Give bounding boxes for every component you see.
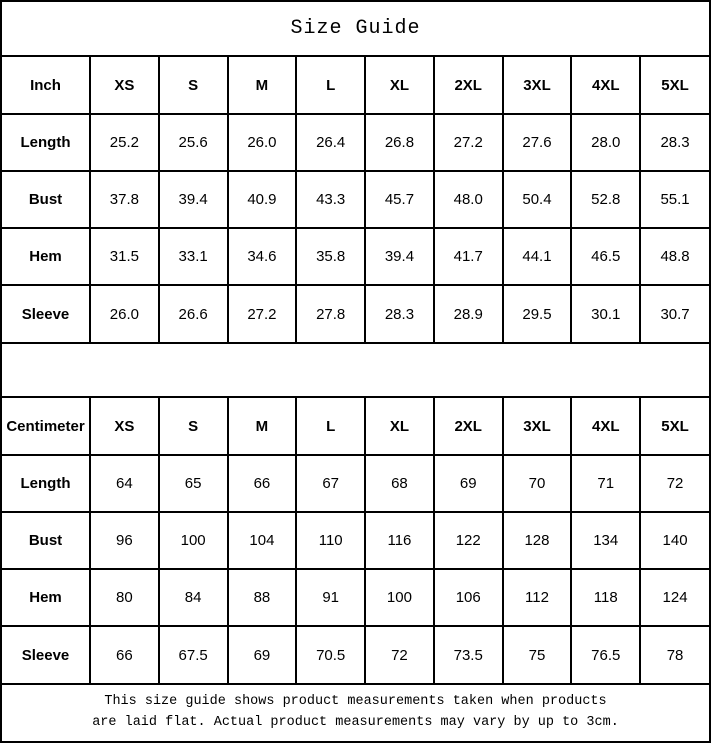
measurement-row — [2, 228, 709, 285]
measurement-row — [2, 171, 709, 228]
measurement-cell: 48.0 — [434, 171, 503, 228]
size-header-cell: 5XL — [640, 57, 709, 114]
measurement-cell: 69 — [434, 455, 503, 512]
measurement-cell: 39.4 — [159, 171, 228, 228]
measurement-cell: 72 — [640, 455, 709, 512]
measurement-cell: 71 — [571, 455, 640, 512]
measurement-cell: 37.8 — [90, 171, 159, 228]
measurement-cell: 104 — [228, 512, 297, 569]
measurement-cell: 27.2 — [434, 114, 503, 171]
measurement-row — [2, 114, 709, 171]
unit-header-cell: Centimeter — [2, 398, 90, 455]
measurement-cell: 48.8 — [640, 228, 709, 285]
size-header-cell: 3XL — [503, 398, 572, 455]
size-header-cell: 4XL — [571, 57, 640, 114]
measurement-cell: 40.9 — [228, 171, 297, 228]
size-header-cell: 2XL — [434, 57, 503, 114]
footer-note — [2, 683, 709, 740]
measurement-cell: 28.9 — [434, 285, 503, 342]
measurement-cell: 31.5 — [90, 228, 159, 285]
measurement-cell: 27.6 — [503, 114, 572, 171]
measurement-cell: 30.1 — [571, 285, 640, 342]
measurement-cell: 91 — [296, 569, 365, 626]
measurement-cell: 100 — [159, 512, 228, 569]
row-label-cell: Length — [2, 114, 90, 171]
measurement-cell: 55.1 — [640, 171, 709, 228]
table-gap — [2, 342, 709, 398]
measurement-cell: 26.4 — [296, 114, 365, 171]
size-header-cell: 3XL — [503, 57, 572, 114]
size-header-cell: 2XL — [434, 398, 503, 455]
row-label-cell: Length — [2, 455, 90, 512]
measurement-row — [2, 455, 709, 512]
size-header-cell: 5XL — [640, 398, 709, 455]
measurement-cell: 33.1 — [159, 228, 228, 285]
footer-note-line-1: This size guide shows product measurements taken when products — [104, 693, 607, 709]
measurement-cell: 110 — [296, 512, 365, 569]
measurement-cell: 140 — [640, 512, 709, 569]
measurement-cell: 69 — [228, 626, 297, 683]
size-header-cell: XL — [365, 398, 434, 455]
measurement-cell: 30.7 — [640, 285, 709, 342]
measurement-cell: 96 — [90, 512, 159, 569]
measurement-cell: 28.3 — [640, 114, 709, 171]
size-header-cell: M — [228, 398, 297, 455]
measurement-cell: 75 — [503, 626, 572, 683]
measurement-cell: 25.2 — [90, 114, 159, 171]
row-label-cell: Sleeve — [2, 626, 90, 683]
measurement-cell: 78 — [640, 626, 709, 683]
measurement-cell: 34.6 — [228, 228, 297, 285]
measurement-cell: 67 — [296, 455, 365, 512]
measurement-cell: 118 — [571, 569, 640, 626]
measurement-cell: 65 — [159, 455, 228, 512]
measurement-cell: 44.1 — [503, 228, 572, 285]
row-label-cell: Hem — [2, 569, 90, 626]
measurement-cell: 80 — [90, 569, 159, 626]
size-header-cell: XL — [365, 57, 434, 114]
measurement-cell: 106 — [434, 569, 503, 626]
measurement-cell: 28.0 — [571, 114, 640, 171]
measurement-cell: 35.8 — [296, 228, 365, 285]
size-header-cell: L — [296, 398, 365, 455]
measurement-cell: 124 — [640, 569, 709, 626]
measurement-cell: 28.3 — [365, 285, 434, 342]
row-label-cell: Hem — [2, 228, 90, 285]
measurement-cell: 134 — [571, 512, 640, 569]
row-label-cell: Bust — [2, 512, 90, 569]
measurement-cell: 112 — [503, 569, 572, 626]
measurement-cell: 84 — [159, 569, 228, 626]
measurement-cell: 88 — [228, 569, 297, 626]
measurement-row — [2, 512, 709, 569]
measurement-cell: 72 — [365, 626, 434, 683]
measurement-cell: 116 — [365, 512, 434, 569]
measurement-cell: 122 — [434, 512, 503, 569]
measurement-cell: 26.6 — [159, 285, 228, 342]
size-header-cell: L — [296, 57, 365, 114]
measurement-cell: 26.0 — [90, 285, 159, 342]
measurement-cell: 70 — [503, 455, 572, 512]
measurement-cell: 66 — [228, 455, 297, 512]
size-header-cell: M — [228, 57, 297, 114]
inch-size-table — [2, 57, 709, 342]
measurement-row — [2, 285, 709, 342]
measurement-cell: 67.5 — [159, 626, 228, 683]
measurement-cell: 45.7 — [365, 171, 434, 228]
measurement-cell: 43.3 — [296, 171, 365, 228]
measurement-cell: 27.8 — [296, 285, 365, 342]
measurement-cell: 66 — [90, 626, 159, 683]
measurement-cell: 70.5 — [296, 626, 365, 683]
size-header-row — [2, 57, 709, 114]
measurement-cell: 29.5 — [503, 285, 572, 342]
size-header-cell: XS — [90, 398, 159, 455]
unit-header-cell: Inch — [2, 57, 90, 114]
size-header-row — [2, 398, 709, 455]
measurement-cell: 50.4 — [503, 171, 572, 228]
measurement-row — [2, 626, 709, 683]
size-header-cell: S — [159, 398, 228, 455]
size-header-cell: 4XL — [571, 398, 640, 455]
measurement-cell: 26.0 — [228, 114, 297, 171]
measurement-cell: 52.8 — [571, 171, 640, 228]
measurement-cell: 41.7 — [434, 228, 503, 285]
size-header-cell: XS — [90, 57, 159, 114]
measurement-cell: 76.5 — [571, 626, 640, 683]
measurement-cell: 64 — [90, 455, 159, 512]
row-label-cell: Bust — [2, 171, 90, 228]
cm-size-table — [2, 398, 709, 683]
measurement-cell: 27.2 — [228, 285, 297, 342]
size-header-cell: S — [159, 57, 228, 114]
measurement-cell: 46.5 — [571, 228, 640, 285]
page-title: Size Guide — [2, 2, 709, 57]
measurement-cell: 73.5 — [434, 626, 503, 683]
measurement-cell: 128 — [503, 512, 572, 569]
measurement-cell: 39.4 — [365, 228, 434, 285]
measurement-cell: 25.6 — [159, 114, 228, 171]
measurement-cell: 68 — [365, 455, 434, 512]
measurement-cell: 100 — [365, 569, 434, 626]
row-label-cell: Sleeve — [2, 285, 90, 342]
measurement-row — [2, 569, 709, 626]
footer-note-line-2: are laid flat. Actual product measurements may vary by up to 3cm. — [92, 714, 619, 730]
measurement-cell: 26.8 — [365, 114, 434, 171]
